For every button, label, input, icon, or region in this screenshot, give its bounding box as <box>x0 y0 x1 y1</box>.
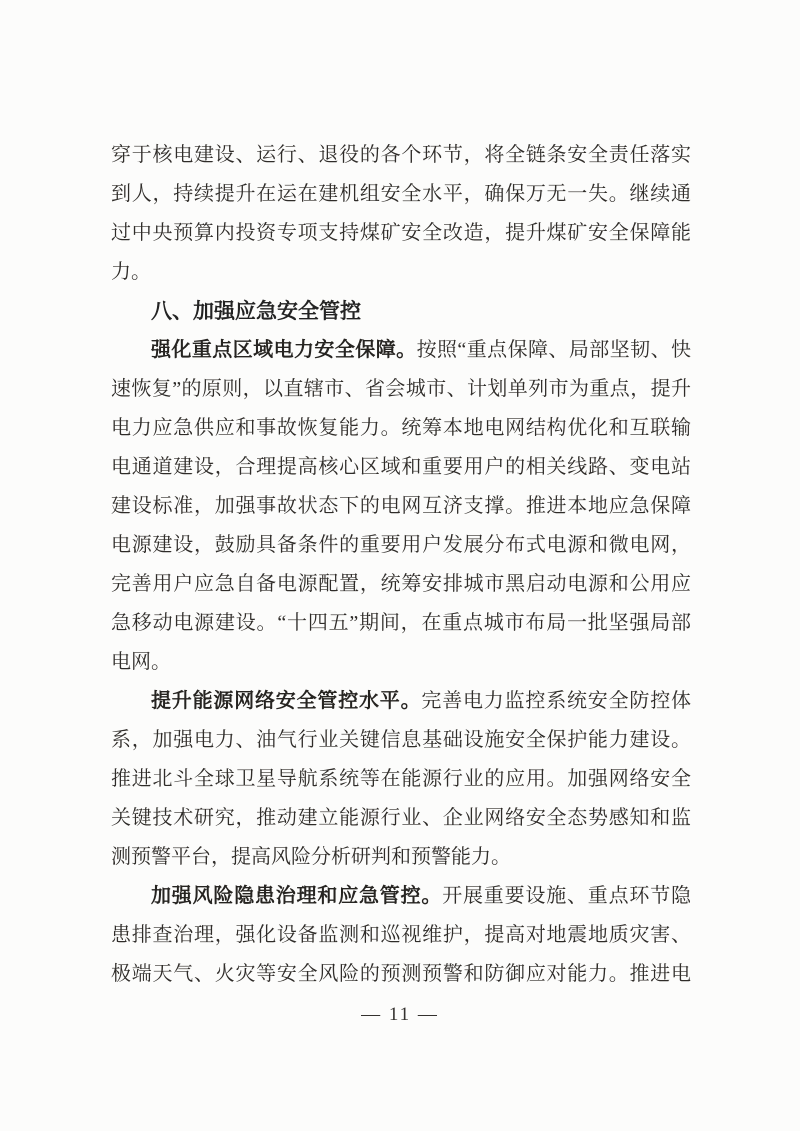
body-text: 完善用户应急自备电源配置，统筹安排城市黑启动电源和公用应 <box>111 573 691 595</box>
paragraph <box>111 331 691 682</box>
body-text: 患排查治理，强化设备监测和巡视维护，提高对地震地质灾害、 <box>111 924 691 946</box>
text-line <box>111 838 691 877</box>
text-line <box>111 916 691 955</box>
body-text: 完善电力监控系统安全防控体 <box>421 690 692 712</box>
body-text: 极端天气、火灾等安全风险的预测预警和防御应对能力。推进电 <box>111 963 691 985</box>
body-text: 穿于核电建设、运行、退役的各个环节，将全链条安全责任落实 <box>111 144 691 166</box>
text-line <box>111 409 691 448</box>
body-text: 建设标准，加强事故状态下的电网互济支撑。推进本地应急保障 <box>111 495 691 517</box>
body-text: 开展重要设施、重点环节隐 <box>442 885 692 907</box>
body-text: 关键技术研究，推动建立能源行业、企业网络安全态势感知和监 <box>111 807 691 829</box>
body-text: 电通道建设，合理提高核心区域和重要用户的相关线路、变电站 <box>111 456 691 478</box>
text-line <box>111 760 691 799</box>
body-text: 系，加强电力、油气行业关键信息基础设施安全保护能力建设。 <box>111 729 691 751</box>
body-text: 电力应急供应和事故恢复能力。统筹本地电网结构优化和互联输 <box>111 417 691 439</box>
text-line <box>111 799 691 838</box>
lead-sentence-bold: 加强风险隐患治理和应急管控。 <box>151 885 443 907</box>
body-text: 过中央预算内投资专项支持煤矿安全改造，提升煤矿安全保障能 <box>111 222 691 244</box>
text-line <box>111 214 691 253</box>
section-heading: 八、加强应急安全管控 <box>151 300 361 323</box>
body-text: 急移动电源建设。“十四五”期间，在重点城市布局一批坚强局部 <box>111 612 691 634</box>
text-line <box>111 643 691 682</box>
text-line <box>111 487 691 526</box>
body-text: 推进北斗全球卫星导航系统等在能源行业的应用。加强网络安全 <box>111 768 691 790</box>
text-line <box>111 526 691 565</box>
body-text: 测预警平台，提高风险分析研判和预警能力。 <box>111 846 511 868</box>
text-line <box>111 136 691 175</box>
page-number: — 11 — <box>361 1004 439 1025</box>
text-line <box>111 682 691 721</box>
text-line <box>111 448 691 487</box>
body-text: 到人，持续提升在运在建机组安全水平，确保万无一失。继续通 <box>111 183 691 205</box>
text-line <box>111 721 691 760</box>
paragraph <box>111 877 691 994</box>
text-line <box>111 955 691 994</box>
document-body <box>111 136 691 994</box>
body-text: 力。 <box>111 261 151 283</box>
body-text: 速恢复”的原则，以直辖市、省会城市、计划单列市为重点，提升 <box>111 378 691 400</box>
text-line <box>111 565 691 604</box>
lead-sentence-bold: 提升能源网络安全管控水平。 <box>151 690 422 712</box>
text-line <box>111 370 691 409</box>
text-line <box>111 877 691 916</box>
body-text: 按照“重点保障、局部坚韧、快 <box>416 339 691 361</box>
paragraph <box>111 136 691 292</box>
body-text: 电源建设，鼓励具备条件的重要用户发展分布式电源和微电网， <box>111 534 691 556</box>
body-text: 电网。 <box>111 651 171 673</box>
text-line <box>111 604 691 643</box>
text-line <box>111 175 691 214</box>
lead-sentence-bold: 强化重点区域电力安全保障。 <box>151 339 417 361</box>
text-line <box>111 253 691 292</box>
paragraph <box>111 682 691 877</box>
text-line <box>111 331 691 370</box>
